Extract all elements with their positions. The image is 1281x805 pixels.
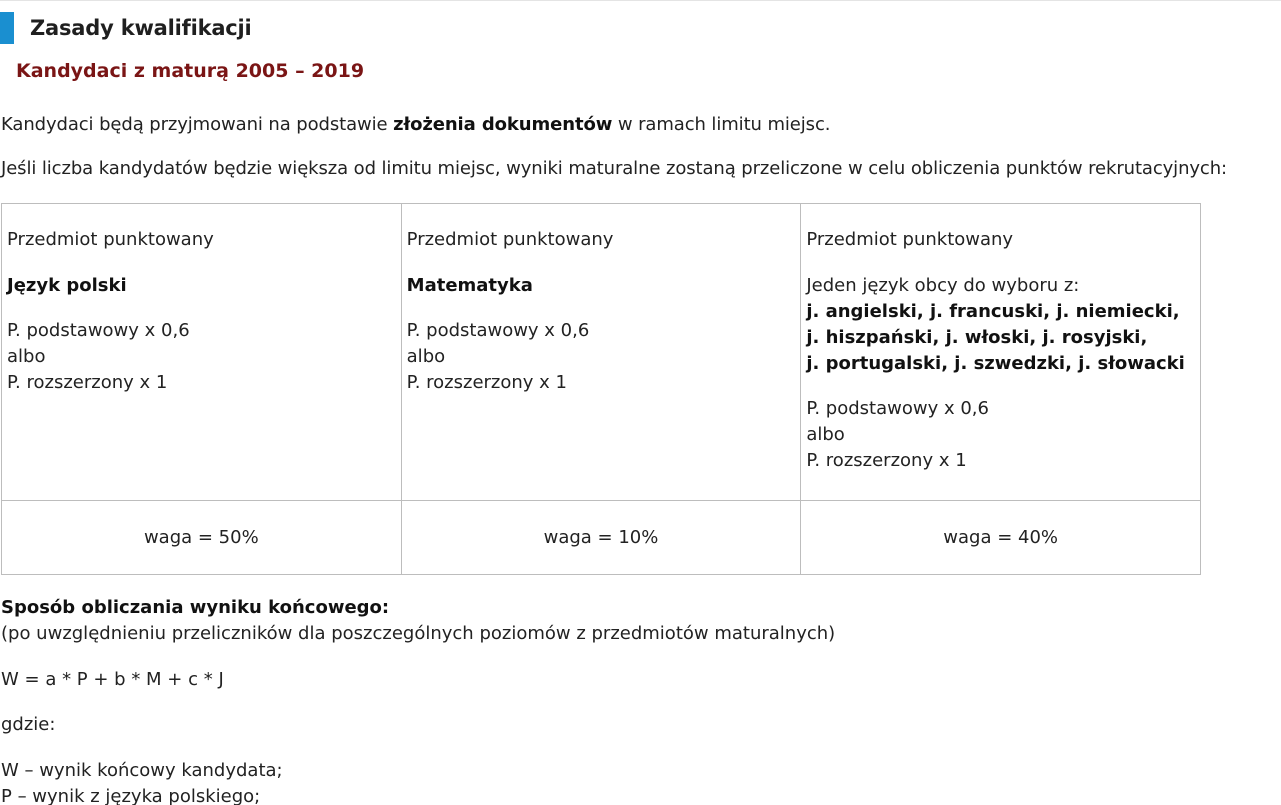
level-basic: P. podstawowy x 0,6 (7, 320, 190, 341)
cell-subject: Matematyka (406, 275, 533, 296)
cell-label: Przedmiot punktowany (806, 229, 1014, 250)
level-basic: P. podstawowy x 0,6 (406, 320, 590, 341)
cell-language-list (806, 299, 1195, 377)
intro-text-before: Kandydaci będą przyjmowani na podstawie (1, 114, 394, 135)
level-extended: P. rozszerzony x 1 (7, 372, 168, 393)
formula: W = a * P + b * M + c * J (1, 669, 224, 690)
section-heading (0, 12, 252, 44)
language-line: j. angielski, j. francuski, j. niemiecki, (806, 301, 1180, 322)
cell-levels (806, 396, 1195, 474)
language-line: j. portugalski, j. szwedzki, j. słowacki (806, 353, 1185, 374)
level-or: albo (406, 346, 446, 367)
top-divider (0, 0, 1281, 1)
cell-levels (7, 318, 396, 396)
where-label: gdzie: (1, 714, 56, 735)
cell-label: Przedmiot punktowany (406, 229, 614, 250)
heading-accent-bar (0, 12, 14, 44)
definition-line: W – wynik końcowy kandydata; (1, 760, 283, 781)
cell-language-intro: Jeden język obcy do wyboru z: (806, 275, 1080, 296)
final-score-title: Sposób obliczania wyniku końcowego: (1, 597, 390, 618)
table-cell-foreign-language (801, 204, 1201, 501)
language-line: j. hiszpański, j. włoski, j. rosyjski, (806, 327, 1148, 348)
level-or: albo (806, 424, 845, 445)
intro-paragraph (1, 114, 830, 135)
table-row (2, 204, 1201, 501)
cell-label: Przedmiot punktowany (7, 229, 214, 250)
intro-text-bold: złożenia dokumentów (393, 114, 613, 135)
cell-subject: Język polski (7, 275, 127, 296)
weight-cell-foreign-language: waga = 40% (801, 501, 1201, 575)
table-row (2, 501, 1201, 575)
scoring-table (1, 203, 1201, 575)
section-title: Zasady kwalifikacji (30, 16, 252, 40)
table-cell-polish (2, 204, 402, 501)
level-extended: P. rozszerzony x 1 (806, 450, 967, 471)
cell-levels (407, 318, 796, 396)
subsection-title: Kandydaci z maturą 2005 – 2019 (16, 60, 365, 82)
weight-cell-polish: waga = 50% (2, 501, 402, 575)
definition-line: P – wynik z języka polskiego; (1, 786, 261, 805)
level-basic: P. podstawowy x 0,6 (806, 398, 989, 419)
table-cell-math (401, 204, 801, 501)
level-extended: P. rozszerzony x 1 (406, 372, 567, 393)
weight-cell-math: waga = 10% (401, 501, 801, 575)
intro-text-after: w ramach limitu miejsc. (612, 114, 831, 135)
final-score-note: (po uwzględnieniu przeliczników dla poszczególnych poziomów z przedmiotów maturalnych) (1, 623, 836, 644)
condition-paragraph: Jeśli liczba kandydatów będzie większa od limitu miejsc, wyniki maturalne zostaną przeliczone w celu obliczenia punktów rekrutacyjnych: (1, 158, 1228, 179)
level-or: albo (7, 346, 46, 367)
